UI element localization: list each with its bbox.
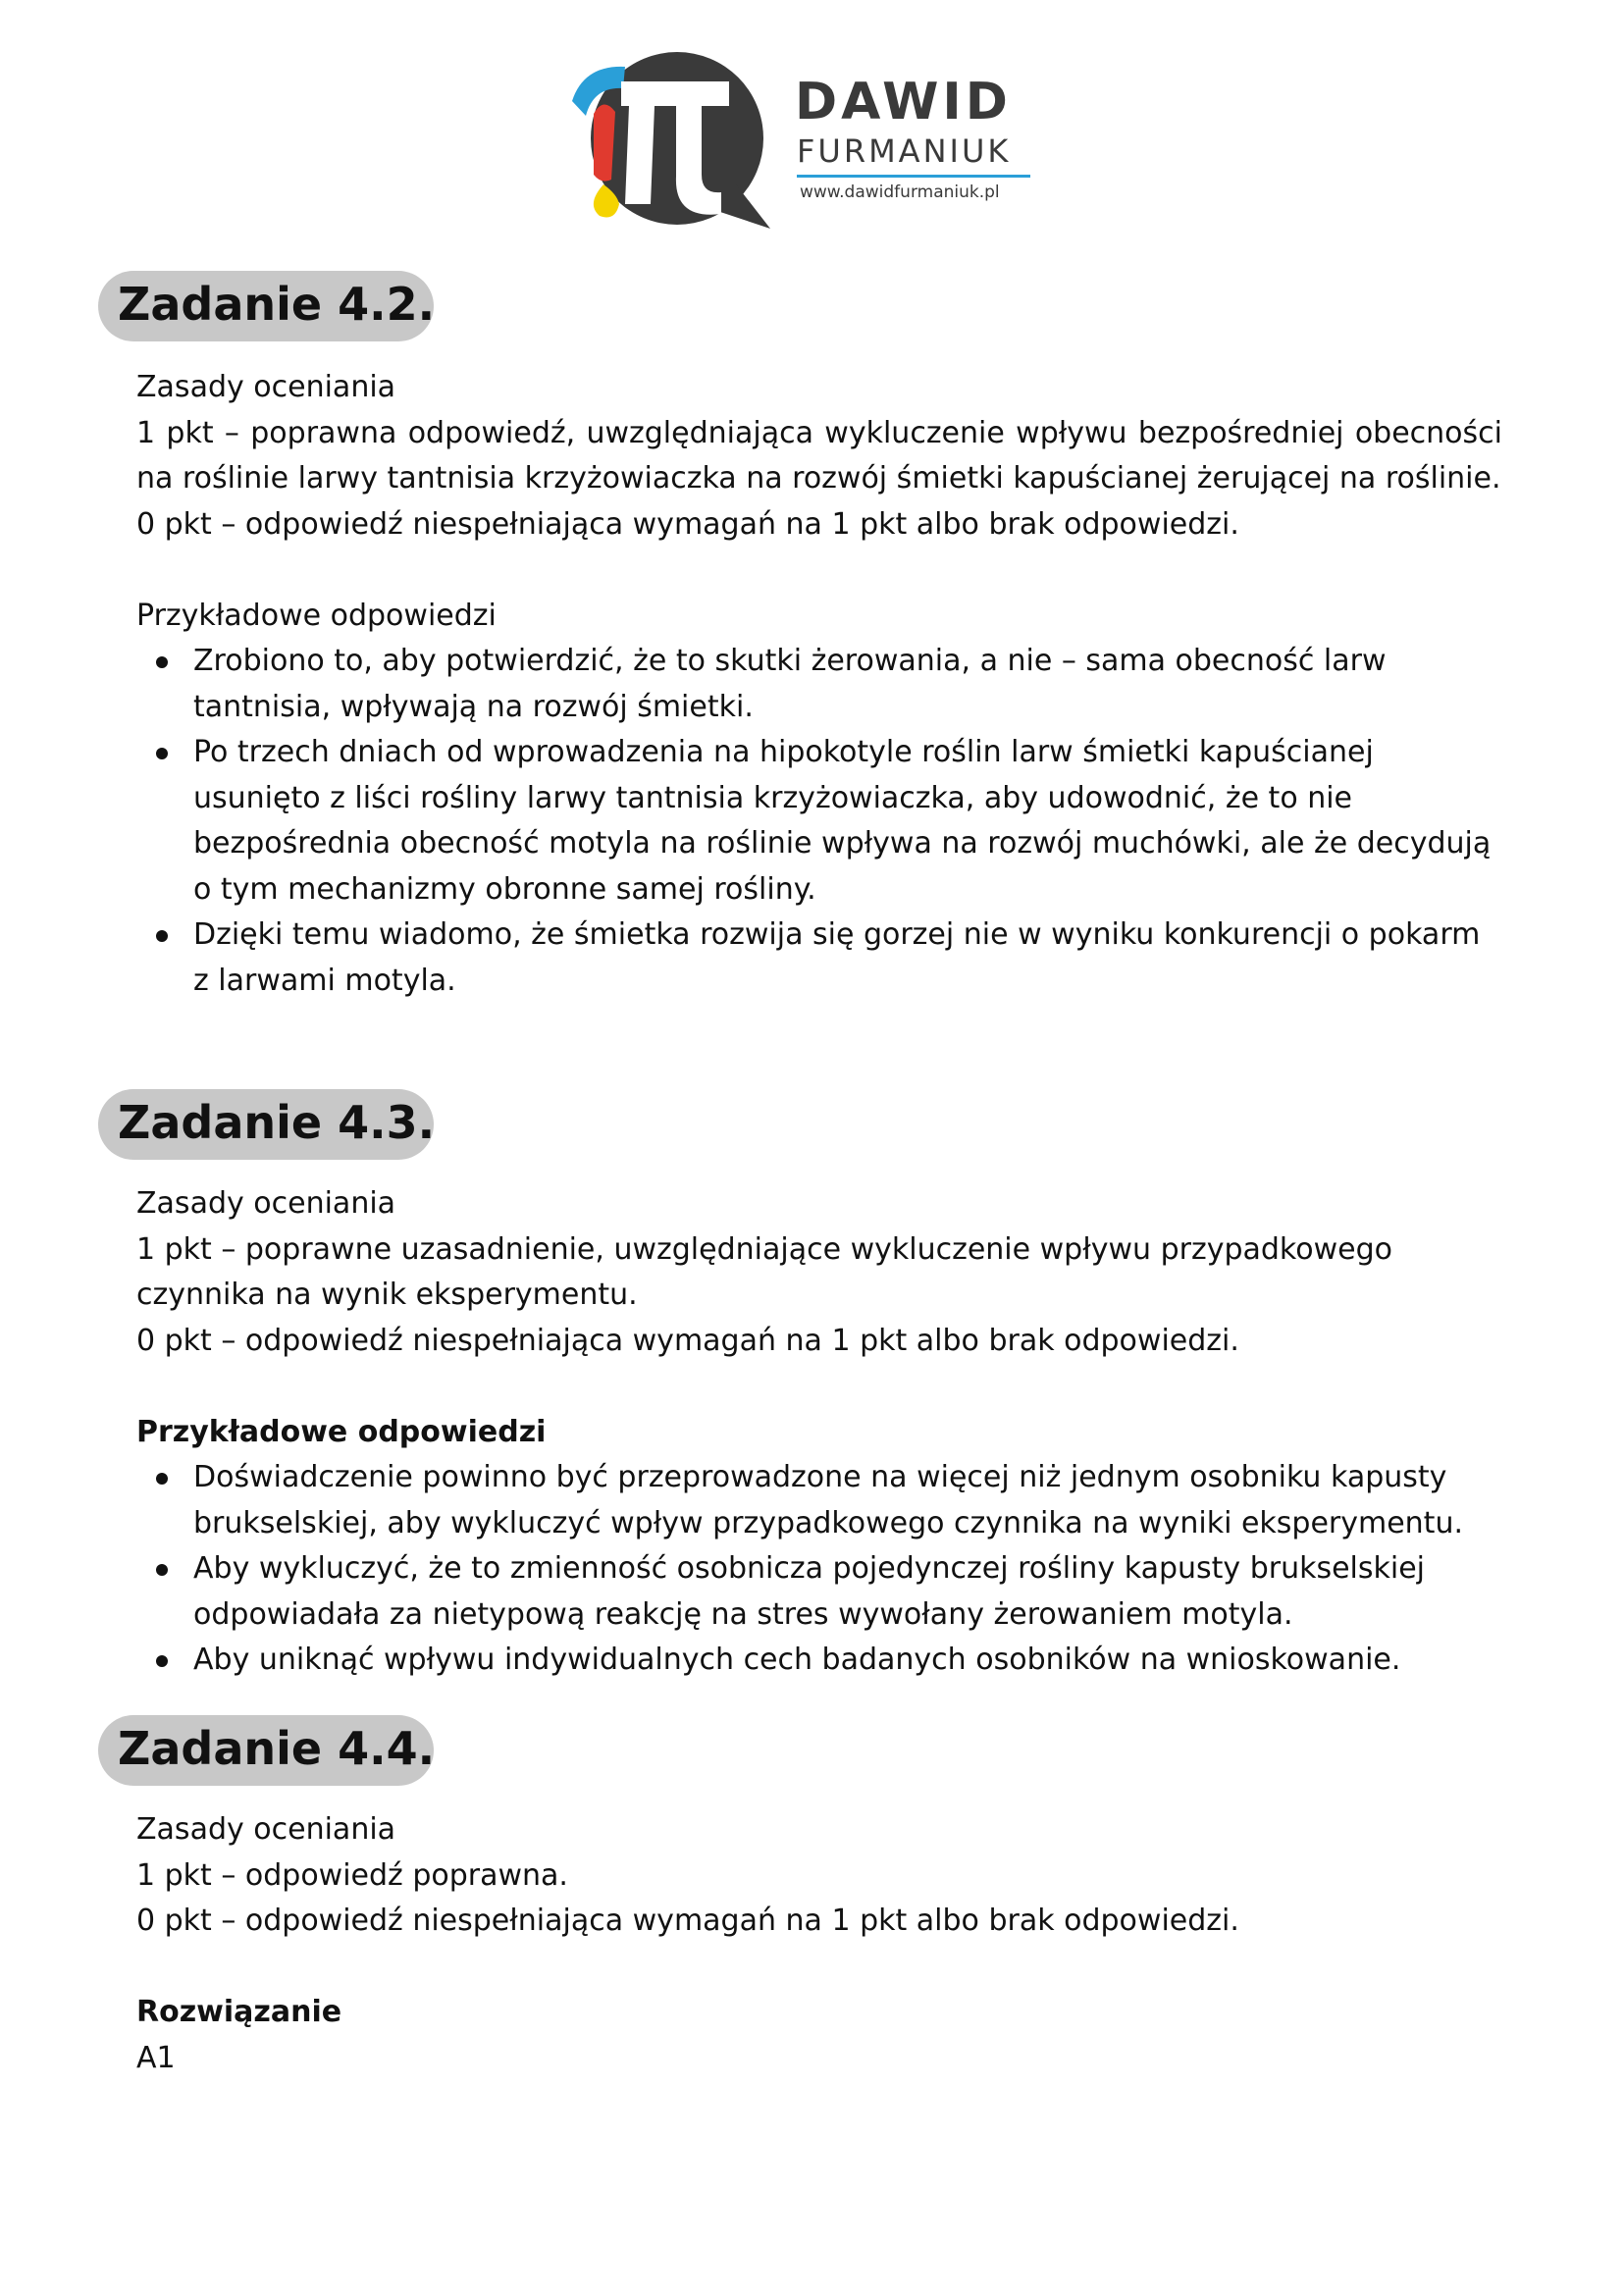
spacer <box>136 548 1502 594</box>
logo-divider <box>797 175 1030 178</box>
list-item: Po trzech dniach od wprowadzenia na hipokotyle roślin larw śmietki kapuścianej usunięto z liści rośliny larwy tantnisia krzyżowiaczka, aby udowodnić, że to nie bezpośrednia obecność motyla na roślinie wpływa na rozwój muchówki, ale że decydują o tym mechanizmy obronne samej rośliny. <box>136 730 1502 913</box>
answers-list <box>136 1455 1502 1684</box>
section-body <box>136 1181 1502 1684</box>
spacer <box>136 1945 1502 1991</box>
logo-name: DAWID <box>795 73 1012 131</box>
rules-heading: Zasady oceniania <box>136 1812 396 1847</box>
rule-0pt: 0 pkt – odpowiedź niespełniająca wymagań na 1 pkt albo brak odpowiedzi. <box>136 506 1239 542</box>
answers-list <box>136 639 1502 1004</box>
solution-heading: Rozwiązanie <box>136 1995 342 2029</box>
rules-heading: Zasady oceniania <box>136 370 396 404</box>
answers-heading: Przykładowe odpowiedzi <box>136 1414 547 1449</box>
logo <box>564 47 1035 234</box>
section-title: Zadanie 4.4. <box>118 1722 436 1775</box>
section-body <box>136 1807 1502 2081</box>
list-item: Aby wykluczyć, że to zmienność osobnicza pojedynczej rośliny kapusty brukselskiej odpowiadała za nietypową reakcję na stres wywołany żerowaniem motyla. <box>136 1546 1502 1638</box>
list-item: Doświadczenie powinno być przeprowadzone na więcej niż jednym osobniku kapusty brukselskiej, aby wykluczyć wpływ przypadkowego czynnika na wyniki eksperymentu. <box>136 1455 1502 1546</box>
rule-1pt: 1 pkt – poprawna odpowiedź, uwzględniająca wykluczenie wpływu bezpośredniej obecności na roślinie larwy tantnisia krzyżowiaczka na rozwój śmietki kapuścianej żerującej na roślinie. <box>136 415 1502 496</box>
rules-heading: Zasady oceniania <box>136 1186 396 1221</box>
list-item: Aby uniknąć wpływu indywidualnych cech badanych osobników na wnioskowanie. <box>136 1638 1502 1684</box>
pi-speech-bubble-icon <box>564 47 780 234</box>
rule-1pt: 1 pkt – poprawne uzasadnienie, uwzględniające wykluczenie wpływu przypadkowego czynnika na wynik eksperymentu. <box>136 1231 1392 1312</box>
solution-value: A1 <box>136 2040 176 2075</box>
rule-0pt: 0 pkt – odpowiedź niespełniająca wymagań na 1 pkt albo brak odpowiedzi. <box>136 1323 1239 1358</box>
section-title: Zadanie 4.2. <box>118 278 436 331</box>
section-title: Zadanie 4.3. <box>118 1096 436 1149</box>
list-item: Dzięki temu wiadomo, że śmietka rozwija się gorzej nie w wyniku konkurencji o pokarm z larwami motyla. <box>136 913 1502 1004</box>
section-body <box>136 365 1502 1004</box>
list-item: Zrobiono to, aby potwierdzić, że to skutki żerowania, a nie – sama obecność larw tantnisia, wpływają na rozwój śmietki. <box>136 639 1502 730</box>
logo-url: www.dawidfurmaniuk.pl <box>800 183 1000 202</box>
spacer <box>136 1364 1502 1410</box>
rule-1pt: 1 pkt – odpowiedź poprawna. <box>136 1857 568 1893</box>
logo-surname: FURMANIUK <box>797 132 1012 170</box>
rule-0pt: 0 pkt – odpowiedź niespełniająca wymagań na 1 pkt albo brak odpowiedzi. <box>136 1904 1239 1938</box>
answers-heading: Przykładowe odpowiedzi <box>136 598 497 633</box>
